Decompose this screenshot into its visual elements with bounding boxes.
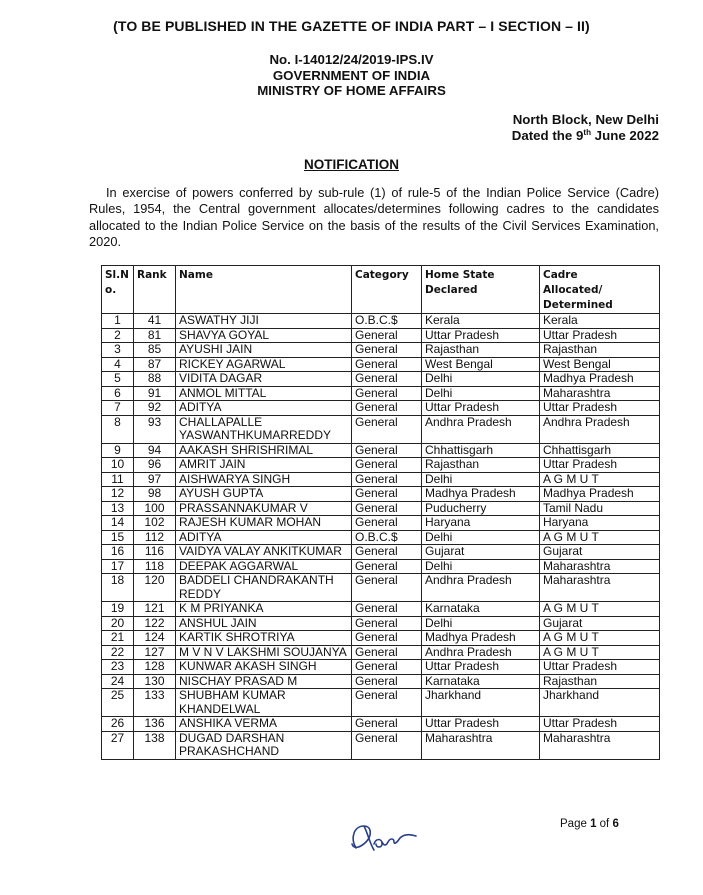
table-row bbox=[102, 731, 660, 759]
cell-rank: 136 bbox=[134, 717, 176, 732]
cell-home-state: Karnataka bbox=[422, 674, 540, 689]
cell-name: ASWATHY JIJI bbox=[176, 314, 352, 329]
cell-rank: 97 bbox=[134, 472, 176, 487]
header-cadre-line2: Allocated/ bbox=[543, 284, 603, 296]
table-row bbox=[102, 530, 660, 545]
page-prefix: Page bbox=[560, 818, 591, 830]
header-cadre bbox=[540, 266, 660, 314]
cell-home-state: Maharashtra bbox=[422, 731, 540, 759]
cell-category: General bbox=[352, 574, 422, 602]
table-row bbox=[102, 616, 660, 631]
header-name: Name bbox=[176, 266, 352, 314]
table-row bbox=[102, 545, 660, 560]
cell-slno: 15 bbox=[102, 530, 134, 545]
cell-category: General bbox=[352, 443, 422, 458]
cell-slno: 10 bbox=[102, 458, 134, 473]
cell-home-state: Gujarat bbox=[422, 545, 540, 560]
cell-home-state: Kerala bbox=[422, 314, 540, 329]
cell-rank: 87 bbox=[134, 357, 176, 372]
cell-slno: 5 bbox=[102, 372, 134, 387]
cell-category: General bbox=[352, 501, 422, 516]
cell-cadre: A G M U T bbox=[540, 602, 660, 617]
table-row bbox=[102, 328, 660, 343]
cell-name: ANSHIKA VERMA bbox=[176, 717, 352, 732]
cell-cadre: Chhattisgarh bbox=[540, 443, 660, 458]
cell-cadre: Uttar Pradesh bbox=[540, 458, 660, 473]
cell-home-state: West Bengal bbox=[422, 357, 540, 372]
cell-home-state: Delhi bbox=[422, 372, 540, 387]
cell-home-state: Delhi bbox=[422, 530, 540, 545]
cell-name: DEEPAK AGGARWAL bbox=[176, 559, 352, 574]
page-current: 1 bbox=[590, 818, 597, 830]
cell-cadre: Andhra Pradesh bbox=[540, 415, 660, 443]
cell-name: SHUBHAM KUMAR KHANDELWAL bbox=[176, 689, 352, 717]
cell-cadre: Madhya Pradesh bbox=[540, 487, 660, 502]
cell-category: General bbox=[352, 616, 422, 631]
table-row bbox=[102, 472, 660, 487]
table-row bbox=[102, 401, 660, 416]
cell-cadre: Jharkhand bbox=[540, 689, 660, 717]
table-row bbox=[102, 458, 660, 473]
cell-home-state: Andhra Pradesh bbox=[422, 574, 540, 602]
cell-rank: 112 bbox=[134, 530, 176, 545]
cell-category: General bbox=[352, 717, 422, 732]
cell-rank: 128 bbox=[134, 660, 176, 675]
cell-cadre: Uttar Pradesh bbox=[540, 717, 660, 732]
cell-cadre: Gujarat bbox=[540, 616, 660, 631]
table-row bbox=[102, 574, 660, 602]
cell-category: General bbox=[352, 660, 422, 675]
header-cadre-line3: Determined bbox=[543, 299, 613, 311]
cell-slno: 20 bbox=[102, 616, 134, 631]
cell-name: ANSHUL JAIN bbox=[176, 616, 352, 631]
table-row bbox=[102, 689, 660, 717]
cell-home-state: Chhattisgarh bbox=[422, 443, 540, 458]
table-row bbox=[102, 645, 660, 660]
page-of: of bbox=[596, 818, 613, 830]
table-row bbox=[102, 660, 660, 675]
cell-slno: 13 bbox=[102, 501, 134, 516]
table-row bbox=[102, 631, 660, 646]
cell-category: General bbox=[352, 458, 422, 473]
cell-rank: 98 bbox=[134, 487, 176, 502]
notification-title: NOTIFICATION bbox=[304, 157, 399, 172]
cell-cadre: Maharashtra bbox=[540, 386, 660, 401]
table-row bbox=[102, 357, 660, 372]
cell-home-state: Puducherry bbox=[422, 501, 540, 516]
cell-name: AYUSH GUPTA bbox=[176, 487, 352, 502]
table-row bbox=[102, 516, 660, 531]
issuing-authority bbox=[0, 52, 703, 99]
cell-slno: 21 bbox=[102, 631, 134, 646]
cell-slno: 6 bbox=[102, 386, 134, 401]
cell-category: General bbox=[352, 731, 422, 759]
table-row bbox=[102, 674, 660, 689]
cell-home-state: Uttar Pradesh bbox=[422, 660, 540, 675]
cell-cadre: Maharashtra bbox=[540, 731, 660, 759]
table-row bbox=[102, 372, 660, 387]
cell-name: M V N V LAKSHMI SOUJANYA bbox=[176, 645, 352, 660]
cell-home-state: Delhi bbox=[422, 616, 540, 631]
cell-rank: 121 bbox=[134, 602, 176, 617]
date-ordinal: th bbox=[583, 128, 591, 137]
cell-name: NISCHAY PRASAD M bbox=[176, 674, 352, 689]
cell-name: RAJESH KUMAR MOHAN bbox=[176, 516, 352, 531]
cell-category: General bbox=[352, 559, 422, 574]
cell-slno: 12 bbox=[102, 487, 134, 502]
cell-cadre: A G M U T bbox=[540, 631, 660, 646]
gazette-heading: (TO BE PUBLISHED IN THE GAZETTE OF INDIA PART – I SECTION – II) bbox=[113, 18, 590, 34]
cell-category: General bbox=[352, 545, 422, 560]
table-row bbox=[102, 386, 660, 401]
cell-name: AISHWARYA SINGH bbox=[176, 472, 352, 487]
cell-slno: 8 bbox=[102, 415, 134, 443]
cell-home-state: Rajasthan bbox=[422, 458, 540, 473]
page-total: 6 bbox=[612, 818, 619, 830]
cell-rank: 92 bbox=[134, 401, 176, 416]
cell-slno: 1 bbox=[102, 314, 134, 329]
table-row bbox=[102, 717, 660, 732]
cell-category: General bbox=[352, 415, 422, 443]
cell-slno: 23 bbox=[102, 660, 134, 675]
signature-image bbox=[342, 814, 432, 864]
date-suffix: June 2022 bbox=[590, 128, 659, 143]
cell-category: General bbox=[352, 386, 422, 401]
cell-name: ANMOL MITTAL bbox=[176, 386, 352, 401]
table-row bbox=[102, 501, 660, 516]
cell-category: General bbox=[352, 357, 422, 372]
cell-slno: 19 bbox=[102, 602, 134, 617]
cell-slno: 24 bbox=[102, 674, 134, 689]
cell-name: AMRIT JAIN bbox=[176, 458, 352, 473]
cell-cadre: A G M U T bbox=[540, 645, 660, 660]
cell-home-state: Karnataka bbox=[422, 602, 540, 617]
cell-name: AYUSHI JAIN bbox=[176, 343, 352, 358]
cell-category: O.B.C.$ bbox=[352, 530, 422, 545]
cell-cadre: Maharashtra bbox=[540, 559, 660, 574]
cell-name: VIDITA DAGAR bbox=[176, 372, 352, 387]
cell-cadre: Rajasthan bbox=[540, 343, 660, 358]
cell-cadre: Uttar Pradesh bbox=[540, 401, 660, 416]
cell-rank: 120 bbox=[134, 574, 176, 602]
header-category: Category bbox=[352, 266, 422, 314]
cell-rank: 41 bbox=[134, 314, 176, 329]
cell-category: General bbox=[352, 516, 422, 531]
cell-rank: 116 bbox=[134, 545, 176, 560]
cell-slno: 2 bbox=[102, 328, 134, 343]
table-row bbox=[102, 415, 660, 443]
cell-category: General bbox=[352, 328, 422, 343]
cell-home-state: Delhi bbox=[422, 386, 540, 401]
cell-home-state: Delhi bbox=[422, 559, 540, 574]
header-home-line1: Home State bbox=[425, 269, 495, 281]
cell-slno: 11 bbox=[102, 472, 134, 487]
issue-date bbox=[512, 128, 659, 144]
header-slno-line1: Sl.N bbox=[105, 269, 129, 281]
cell-name: KUNWAR AKASH SINGH bbox=[176, 660, 352, 675]
file-number: No. I-14012/24/2019-IPS.IV bbox=[269, 52, 434, 67]
cell-home-state: Haryana bbox=[422, 516, 540, 531]
cell-category: General bbox=[352, 472, 422, 487]
cell-category: General bbox=[352, 343, 422, 358]
cell-category: General bbox=[352, 631, 422, 646]
cell-name: ADITYA bbox=[176, 401, 352, 416]
cell-rank: 85 bbox=[134, 343, 176, 358]
cell-name: PRASSANNAKUMAR V bbox=[176, 501, 352, 516]
cell-name: KARTIK SHROTRIYA bbox=[176, 631, 352, 646]
table-body bbox=[102, 314, 660, 760]
place-location: North Block, New Delhi bbox=[512, 112, 659, 127]
cell-name: BADDELI CHANDRAKANTH REDDY bbox=[176, 574, 352, 602]
cell-slno: 22 bbox=[102, 645, 134, 660]
ministry-name: MINISTRY OF HOME AFFAIRS bbox=[257, 83, 446, 98]
place-and-date bbox=[512, 112, 659, 144]
cell-slno: 25 bbox=[102, 689, 134, 717]
notification-paragraph: In exercise of powers conferred by sub-rule (1) of rule-5 of the Indian Police Service (Cadre) Rules, 1954, the Central government allocates/determines following cadres to the candidates allocated to the Indian Police Service on the basis of the results of the Civil Services Examination, 2020. bbox=[89, 185, 659, 249]
cell-cadre: Haryana bbox=[540, 516, 660, 531]
table-row bbox=[102, 559, 660, 574]
cell-home-state: Madhya Pradesh bbox=[422, 487, 540, 502]
cell-rank: 118 bbox=[134, 559, 176, 574]
cell-slno: 3 bbox=[102, 343, 134, 358]
cell-slno: 16 bbox=[102, 545, 134, 560]
date-prefix: Dated the 9 bbox=[511, 128, 584, 143]
cell-category: General bbox=[352, 645, 422, 660]
cell-rank: 130 bbox=[134, 674, 176, 689]
header-home-state bbox=[422, 266, 540, 314]
cell-rank: 133 bbox=[134, 689, 176, 717]
cell-rank: 88 bbox=[134, 372, 176, 387]
cell-cadre: Tamil Nadu bbox=[540, 501, 660, 516]
cell-cadre: Kerala bbox=[540, 314, 660, 329]
cell-cadre: A G M U T bbox=[540, 472, 660, 487]
cell-cadre: Madhya Pradesh bbox=[540, 372, 660, 387]
cell-rank: 93 bbox=[134, 415, 176, 443]
cell-category: General bbox=[352, 674, 422, 689]
cell-cadre: A G M U T bbox=[540, 530, 660, 545]
cell-rank: 100 bbox=[134, 501, 176, 516]
cell-rank: 102 bbox=[134, 516, 176, 531]
cell-cadre: Maharashtra bbox=[540, 574, 660, 602]
table-row bbox=[102, 343, 660, 358]
page-number bbox=[560, 818, 619, 830]
cell-name: CHALLAPALLE YASWANTHKUMARREDDY bbox=[176, 415, 352, 443]
cell-cadre: Gujarat bbox=[540, 545, 660, 560]
cell-home-state: Andhra Pradesh bbox=[422, 415, 540, 443]
header-cadre-line1: Cadre bbox=[543, 269, 578, 281]
header-rank: Rank bbox=[134, 266, 176, 314]
cell-slno: 9 bbox=[102, 443, 134, 458]
cell-slno: 27 bbox=[102, 731, 134, 759]
table-row bbox=[102, 602, 660, 617]
cell-category: General bbox=[352, 401, 422, 416]
cadre-allocation-table bbox=[101, 265, 660, 760]
cell-slno: 26 bbox=[102, 717, 134, 732]
cell-category: General bbox=[352, 372, 422, 387]
cell-name: SHAVYA GOYAL bbox=[176, 328, 352, 343]
cell-home-state: Madhya Pradesh bbox=[422, 631, 540, 646]
cell-rank: 127 bbox=[134, 645, 176, 660]
cell-cadre: Uttar Pradesh bbox=[540, 660, 660, 675]
cell-home-state: Delhi bbox=[422, 472, 540, 487]
cell-cadre: West Bengal bbox=[540, 357, 660, 372]
cell-home-state: Rajasthan bbox=[422, 343, 540, 358]
cell-category: General bbox=[352, 602, 422, 617]
cell-slno: 14 bbox=[102, 516, 134, 531]
cell-slno: 17 bbox=[102, 559, 134, 574]
header-home-line2: Declared bbox=[425, 284, 478, 296]
cell-rank: 81 bbox=[134, 328, 176, 343]
cell-home-state: Jharkhand bbox=[422, 689, 540, 717]
header-slno bbox=[102, 266, 134, 314]
cell-slno: 4 bbox=[102, 357, 134, 372]
cell-home-state: Uttar Pradesh bbox=[422, 328, 540, 343]
cell-rank: 138 bbox=[134, 731, 176, 759]
cell-slno: 18 bbox=[102, 574, 134, 602]
header-slno-line2: o. bbox=[105, 284, 117, 296]
table-row bbox=[102, 314, 660, 329]
government-name: GOVERNMENT OF INDIA bbox=[272, 67, 431, 83]
cell-name: K M PRIYANKA bbox=[176, 602, 352, 617]
cell-category: General bbox=[352, 689, 422, 717]
cell-rank: 94 bbox=[134, 443, 176, 458]
cell-name: ADITYA bbox=[176, 530, 352, 545]
cell-rank: 122 bbox=[134, 616, 176, 631]
cell-category: O.B.C.$ bbox=[352, 314, 422, 329]
cell-rank: 91 bbox=[134, 386, 176, 401]
table-row bbox=[102, 443, 660, 458]
cell-name: RICKEY AGARWAL bbox=[176, 357, 352, 372]
cell-cadre: Uttar Pradesh bbox=[540, 328, 660, 343]
cell-rank: 96 bbox=[134, 458, 176, 473]
cell-home-state: Andhra Pradesh bbox=[422, 645, 540, 660]
cell-name: DUGAD DARSHAN PRAKASHCHAND bbox=[176, 731, 352, 759]
table-row bbox=[102, 487, 660, 502]
cell-home-state: Uttar Pradesh bbox=[422, 717, 540, 732]
cell-category: General bbox=[352, 487, 422, 502]
cell-name: AAKASH SHRISHRIMAL bbox=[176, 443, 352, 458]
cell-name: VAIDYA VALAY ANKITKUMAR bbox=[176, 545, 352, 560]
table-header-row bbox=[102, 266, 660, 314]
cell-rank: 124 bbox=[134, 631, 176, 646]
cell-home-state: Uttar Pradesh bbox=[422, 401, 540, 416]
cell-cadre: Rajasthan bbox=[540, 674, 660, 689]
cell-slno: 7 bbox=[102, 401, 134, 416]
